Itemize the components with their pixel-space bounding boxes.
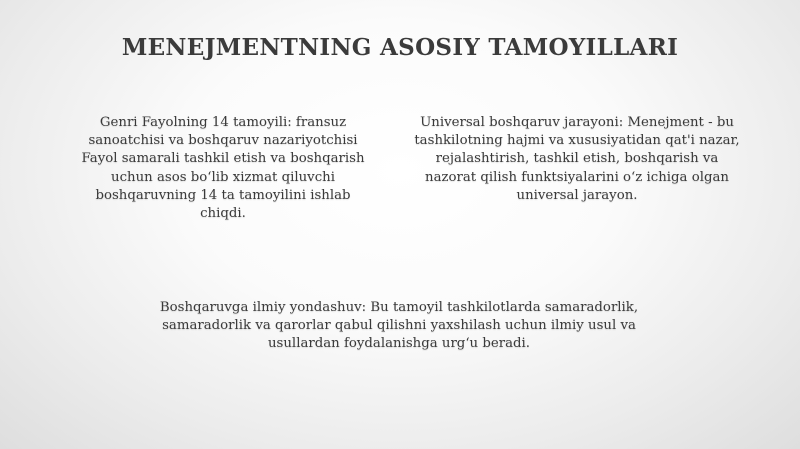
paragraph-line: chiqdi. <box>200 206 246 222</box>
paragraph-line: universal jarayon. <box>516 187 638 203</box>
paragraph-line: Genri Fayolning 14 tamoyili: fransuz <box>99 115 347 130</box>
paragraph-line: boshqaruvning 14 ta tamoyilini ishlab <box>95 187 351 203</box>
paragraph-line: uchun asos boʻlib xizmat qiluvchi <box>111 169 335 185</box>
paragraph-line: tashkilotning hajmi va xususiyatidan qat'i nazar, <box>414 133 740 149</box>
paragraph-line: samaradorlik va qarorlar qabul qilishni yaxshilash uchun ilmiy usul va <box>162 318 636 334</box>
paragraph-line: Boshqaruvga ilmiy yondashuv: Bu tamoyil tashkilotlarda samaradorlik, <box>159 300 639 315</box>
universal-process-paragraph <box>398 114 756 205</box>
paragraph-line: usullardan foydalanishga urgʻu beradi. <box>267 336 530 352</box>
paragraph-line: rejalashtirish, tashkil etish, boshqarish va <box>435 151 719 167</box>
scientific-approach-paragraph <box>120 299 678 354</box>
slide-title: MENEJMENTNING ASOSIY TAMOYILLARI <box>121 34 679 61</box>
paragraph-line: nazorat qilish funktsiyalarini oʻz ichiga olgan <box>425 169 729 185</box>
fayol-principles-paragraph <box>58 114 388 223</box>
paragraph-line: sanoatchisi va boshqaruv nazariyotchisi <box>88 133 358 149</box>
paragraph-line: Universal boshqaruv jarayoni: Menejment - bu <box>420 115 734 130</box>
paragraph-line: Fayol samarali tashkil etish va boshqarish <box>81 151 365 167</box>
